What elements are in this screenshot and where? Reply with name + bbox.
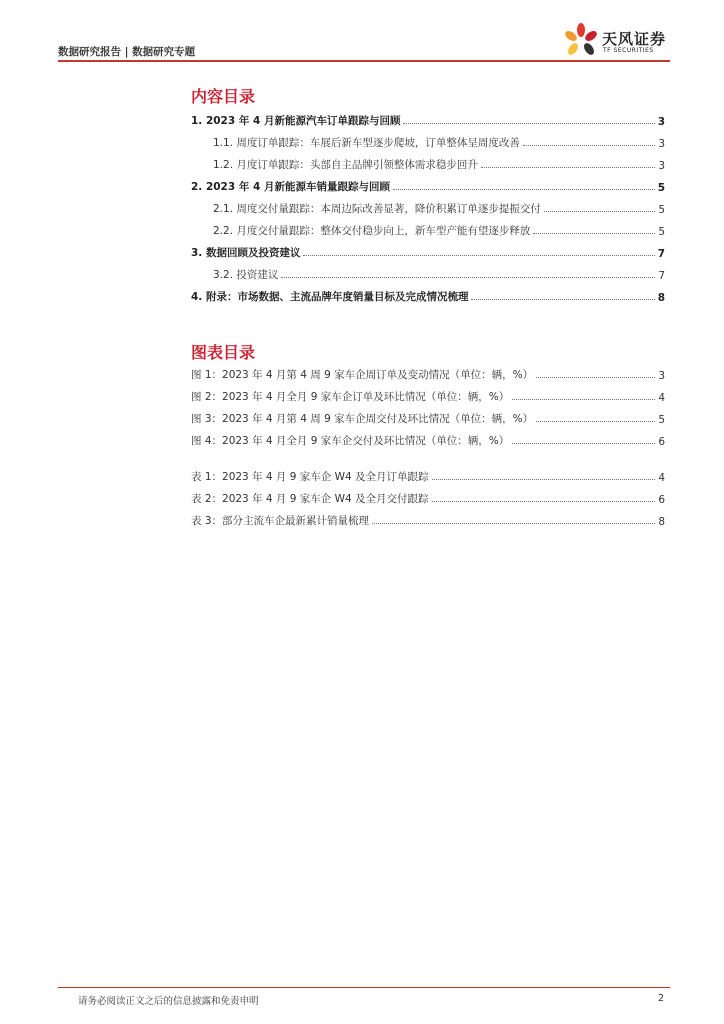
toc-item-page: 8: [657, 292, 665, 304]
footer-divider: [58, 987, 670, 988]
leader-dots: [544, 211, 655, 212]
figure-item-page: 3: [658, 370, 665, 382]
figure-item-page: 6: [658, 436, 665, 448]
figures-title: 图表目录: [191, 343, 256, 362]
leader-dots: [523, 145, 655, 146]
leader-dots: [536, 421, 655, 422]
toc-item-label: 2.1. 周度交付量跟踪：本周边际改善显著，降价积累订单逐步提振交付: [213, 203, 541, 215]
page-number: 2: [657, 993, 664, 1004]
leader-dots: [303, 255, 654, 256]
toc-item-1[interactable]: [191, 112, 665, 128]
figure-item-label: 图 3：2023 年 4 月第 4 周 9 家车企周交付及环比情况（单位：辆，%）: [191, 413, 534, 425]
toc-item-page: 5: [658, 204, 665, 216]
table-item-page: 8: [658, 516, 665, 528]
page-header: [58, 30, 670, 60]
toc-item-label: 1.2. 月度订单跟踪：头部自主品牌引领整体需求稳步回升: [213, 159, 478, 171]
table-item-1[interactable]: [191, 468, 665, 484]
header-title: 数据研究报告 | 数据研究专题: [58, 46, 196, 58]
toc-item-label: 2.2. 月度交付量跟踪：整体交付稳步向上，新车型产能有望逐步释放: [213, 225, 531, 237]
figure-item-3[interactable]: [191, 410, 665, 426]
header-divider: [58, 60, 670, 62]
toc-item-label: 2. 2023 年 4 月新能源车销量跟踪与回顾: [191, 181, 390, 193]
leader-dots: [281, 277, 655, 278]
figure-item-page: 4: [658, 392, 665, 404]
logo-english-name: TF SECURITIES: [603, 47, 654, 54]
company-logo: [562, 22, 670, 62]
figure-item-2[interactable]: [191, 388, 665, 404]
toc-item-page: 7: [658, 270, 665, 282]
leader-dots: [512, 443, 655, 444]
footer-disclaimer: 请务必阅读正文之后的信息披露和免责申明: [78, 996, 259, 1007]
toc-item-page: 3: [658, 160, 665, 172]
figure-item-1[interactable]: [191, 366, 665, 382]
figure-item-page: 5: [658, 414, 665, 426]
toc-item-label: 4. 附录：市场数据、主流品牌年度销量目标及完成情况梳理: [191, 291, 469, 303]
table-item-label: 表 1：2023 年 4 月 9 家车企 W4 及全月订单跟踪: [191, 471, 429, 483]
toc-item-page: 7: [657, 248, 665, 260]
toc-item-label: 3. 数据回顾及投资建议: [191, 247, 301, 259]
toc-item-label: 1. 2023 年 4 月新能源汽车订单跟踪与回顾: [191, 115, 401, 127]
leader-dots: [372, 523, 655, 524]
leader-dots: [403, 123, 654, 124]
figure-item-label: 图 4：2023 年 4 月全月 9 家车企交付及环比情况（单位：辆，%）: [191, 435, 510, 447]
toc-item-page: 3: [657, 116, 665, 128]
toc-item-3[interactable]: [191, 244, 665, 260]
figure-item-label: 图 2：2023 年 4 月全月 9 家车企订单及环比情况（单位：辆，%）: [191, 391, 510, 403]
figure-item-label: 图 1：2023 年 4 月第 4 周 9 家车企周订单及变动情况（单位：辆，%）: [191, 369, 534, 381]
leader-dots: [432, 479, 656, 480]
table-item-2[interactable]: [191, 490, 665, 506]
table-item-label: 表 3：部分主流车企最新累计销量梳理: [191, 515, 370, 527]
toc-item-2-1[interactable]: [191, 200, 665, 216]
leader-dots: [536, 377, 655, 378]
toc-item-label: 3.2. 投资建议: [213, 269, 279, 281]
leader-dots: [393, 189, 655, 190]
toc-item-page: 5: [657, 182, 665, 194]
toc-item-3-2[interactable]: [191, 266, 665, 282]
toc-item-2[interactable]: [191, 178, 665, 194]
table-item-3[interactable]: [191, 512, 665, 528]
toc-item-4[interactable]: [191, 288, 665, 304]
leader-dots: [432, 501, 656, 502]
toc-item-2-2[interactable]: [191, 222, 665, 238]
logo-chinese-name: 天风证券: [602, 30, 667, 48]
leader-dots: [512, 399, 655, 400]
logo-flower-icon: [562, 22, 600, 60]
toc-item-page: 5: [658, 226, 665, 238]
table-item-page: 4: [658, 472, 665, 484]
toc-item-1-2[interactable]: [191, 156, 665, 172]
leader-dots: [471, 299, 654, 300]
table-item-label: 表 2：2023 年 4 月 9 家车企 W4 及全月交付跟踪: [191, 493, 429, 505]
toc-item-page: 3: [658, 138, 665, 150]
figure-item-4[interactable]: [191, 432, 665, 448]
table-item-page: 6: [658, 494, 665, 506]
toc-item-1-1[interactable]: [191, 134, 665, 150]
contents-title: 内容目录: [191, 87, 256, 106]
toc-item-label: 1.1. 周度订单跟踪：车展后新车型逐步爬坡，订单整体呈周度改善: [213, 137, 520, 149]
leader-dots: [481, 167, 655, 168]
leader-dots: [533, 233, 655, 234]
